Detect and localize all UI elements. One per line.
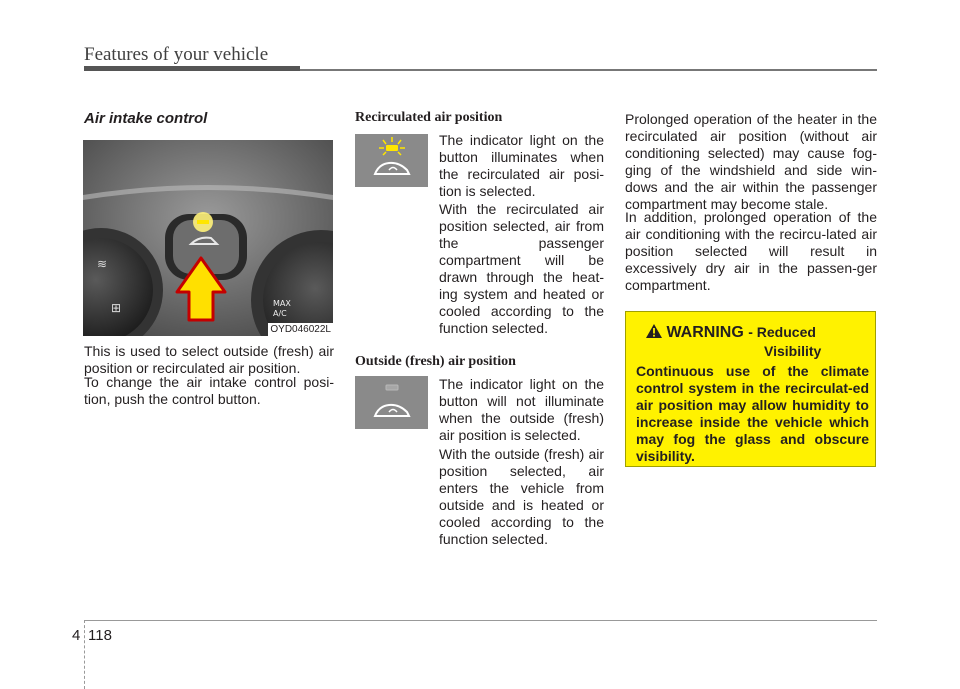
right-paragraph-2: In addition, prolonged operation of the air conditioning with the recircu-lated air position selected will result in excessively dry air in the passen-ger compartment. [625, 209, 877, 293]
footer-rule [84, 620, 877, 621]
warning-triangle-icon [646, 324, 666, 341]
recirculated-paragraph-2: With the recirculated air position selected, air from the passenger compartment will be drawn through the heat-ing system and heated or cooled according to the function selected. [439, 201, 604, 336]
section-title: Air intake control [84, 110, 208, 127]
footer-chapter-number: 4 [72, 627, 81, 644]
footer-divider [84, 620, 85, 689]
warning-word: WARNING [666, 324, 744, 341]
warning-box [625, 311, 876, 467]
footer-page-number: 118 [88, 627, 112, 644]
warning-header [646, 324, 816, 342]
intro-paragraph-1: This is used to select outside (fresh) air position or recirculated air position. [84, 343, 334, 376]
recirculated-indicator-image [355, 134, 428, 187]
control-panel-photo [83, 140, 333, 336]
right-paragraph-1: Prolonged operation of the heater in the recirculated air position (without air conditioning selected) may cause fog-ging of the windshield and side win-dows and the air within the passenger compartment may become stale. [625, 111, 877, 212]
header-rule-thin [300, 69, 877, 71]
warning-subtitle-1: - Reduced [748, 324, 816, 340]
recirculated-paragraph-1: The indicator light on the button illuminates when the recirculated air posi-tion is selected. [439, 132, 604, 199]
photo-code: OYD046022L [270, 324, 331, 335]
header-rule-thick [84, 66, 300, 71]
warning-subtitle-2: Visibility [764, 343, 822, 359]
warning-body: Continuous use of the climate control system in the recirculat-ed air position may allow humidity to increase inside the vehicle which may fog the glass and obscure visibility. [636, 363, 869, 464]
outside-indicator-image [355, 376, 428, 429]
intro-paragraph-2: To change the air intake control posi-tion, push the control button. [84, 374, 334, 407]
outside-paragraph-1: The indicator light on the button will not illuminate when the outside (fresh) air position is selected. [439, 376, 604, 443]
svg-text:≋: ≋ [97, 257, 108, 271]
photo-max-label: MAX [273, 299, 291, 308]
page-header-title: Features of your vehicle [84, 44, 269, 65]
outside-paragraph-2: With the outside (fresh) air position selected, air enters the vehicle from outside and is heated or cooled according to the function selected. [439, 446, 604, 547]
recirculated-heading: Recirculated air position [355, 110, 503, 125]
outside-heading: Outside (fresh) air position [355, 354, 516, 369]
svg-text:⊞: ⊞ [111, 301, 122, 315]
photo-ac-label: A/C [273, 309, 287, 318]
